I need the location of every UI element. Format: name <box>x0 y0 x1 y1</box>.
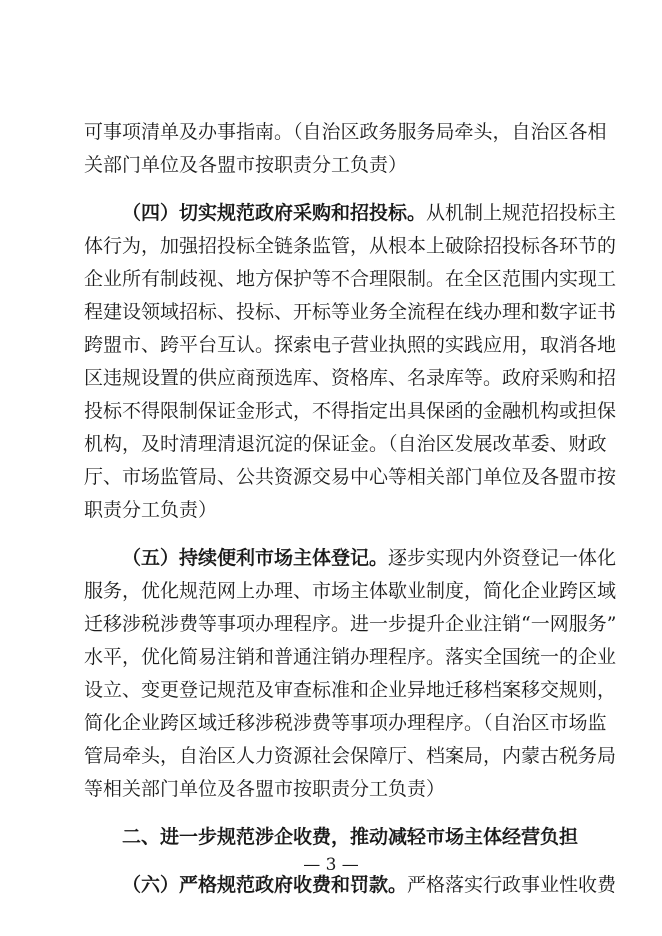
text-line: 关部门单位及各盟市按职责分工负责） <box>84 154 408 176</box>
text-line: 程建设领域招标、投标、开标等业务全流程在线办理和数字证书 <box>84 301 617 323</box>
text-run: 从机制上规范招投标主 <box>426 202 617 224</box>
paragraph-gap <box>84 527 584 542</box>
text-line: 企业所有制歧视、地方保护等不合理限制。在全区范围内实现工 <box>84 268 617 290</box>
text-line: 投标不得限制保证金形式，不得指定出具保函的金融机构或担保 <box>84 400 617 422</box>
document-body <box>84 116 617 902</box>
text-run: 严格落实行政事业性收费 <box>407 874 617 896</box>
text-line: 服务，优化规范网上办理、市场主体歇业制度，简化企业跨区域 <box>84 580 617 602</box>
text-run: 逐步实现内外资登记一体化 <box>388 547 617 569</box>
section-5-first-line <box>84 542 617 575</box>
text-line: 厅、市场监管局、公共资源交易中心等相关部门单位及各盟市按 <box>84 466 617 488</box>
page-number: — 3 — <box>303 855 359 875</box>
section-4-title: （四）切实规范政府采购和招投标。 <box>122 202 427 224</box>
text-line: 等相关部门单位及各盟市按职责分工负责） <box>84 778 446 800</box>
text-line: 体行为，加强招投标全链条监管，从根本上破除招投标各环节的 <box>84 235 617 257</box>
text-line: 职责分工负责） <box>84 499 218 521</box>
section-4-first-line <box>84 197 617 230</box>
text-line: 简化企业跨区域迁移涉税涉费等事项办理程序。（自治区市场监 <box>84 712 607 734</box>
section-6-title: （六）严格规范政府收费和罚款。 <box>122 874 408 896</box>
text-line: 管局牵头，自治区人力资源社会保障厅、档案局，内蒙古税务局 <box>84 745 617 767</box>
section-heading: 二、进一步规范涉企收费，推动减轻市场主体经营负担 <box>122 826 579 848</box>
text-line: 跨盟市、跨平台互认。探索电子营业执照的实践应用，取消各地 <box>84 334 617 356</box>
text-line: 机构，及时清理清退沉淀的保证金。（自治区发展改革委、财政 <box>84 433 607 455</box>
text-line: 迁移涉税涉费等事项办理程序。进一步提升企业注销“一网服务” <box>84 613 617 635</box>
text-line: 水平，优化简易注销和普通注销办理程序。落实全国统一的企业 <box>84 646 617 668</box>
text-line: 区违规设置的供应商预选库、资格库、名录库等。政府采购和招 <box>84 367 617 389</box>
section-5-title: （五）持续便利市场主体登记。 <box>122 547 389 569</box>
text-line: 可事项清单及办事指南。（自治区政务服务局牵头，自治区各相 <box>84 121 607 143</box>
text-line: 设立、变更登记规范及审查标准和企业异地迁移档案移交规则， <box>84 679 617 701</box>
paragraph-gap <box>84 182 584 197</box>
